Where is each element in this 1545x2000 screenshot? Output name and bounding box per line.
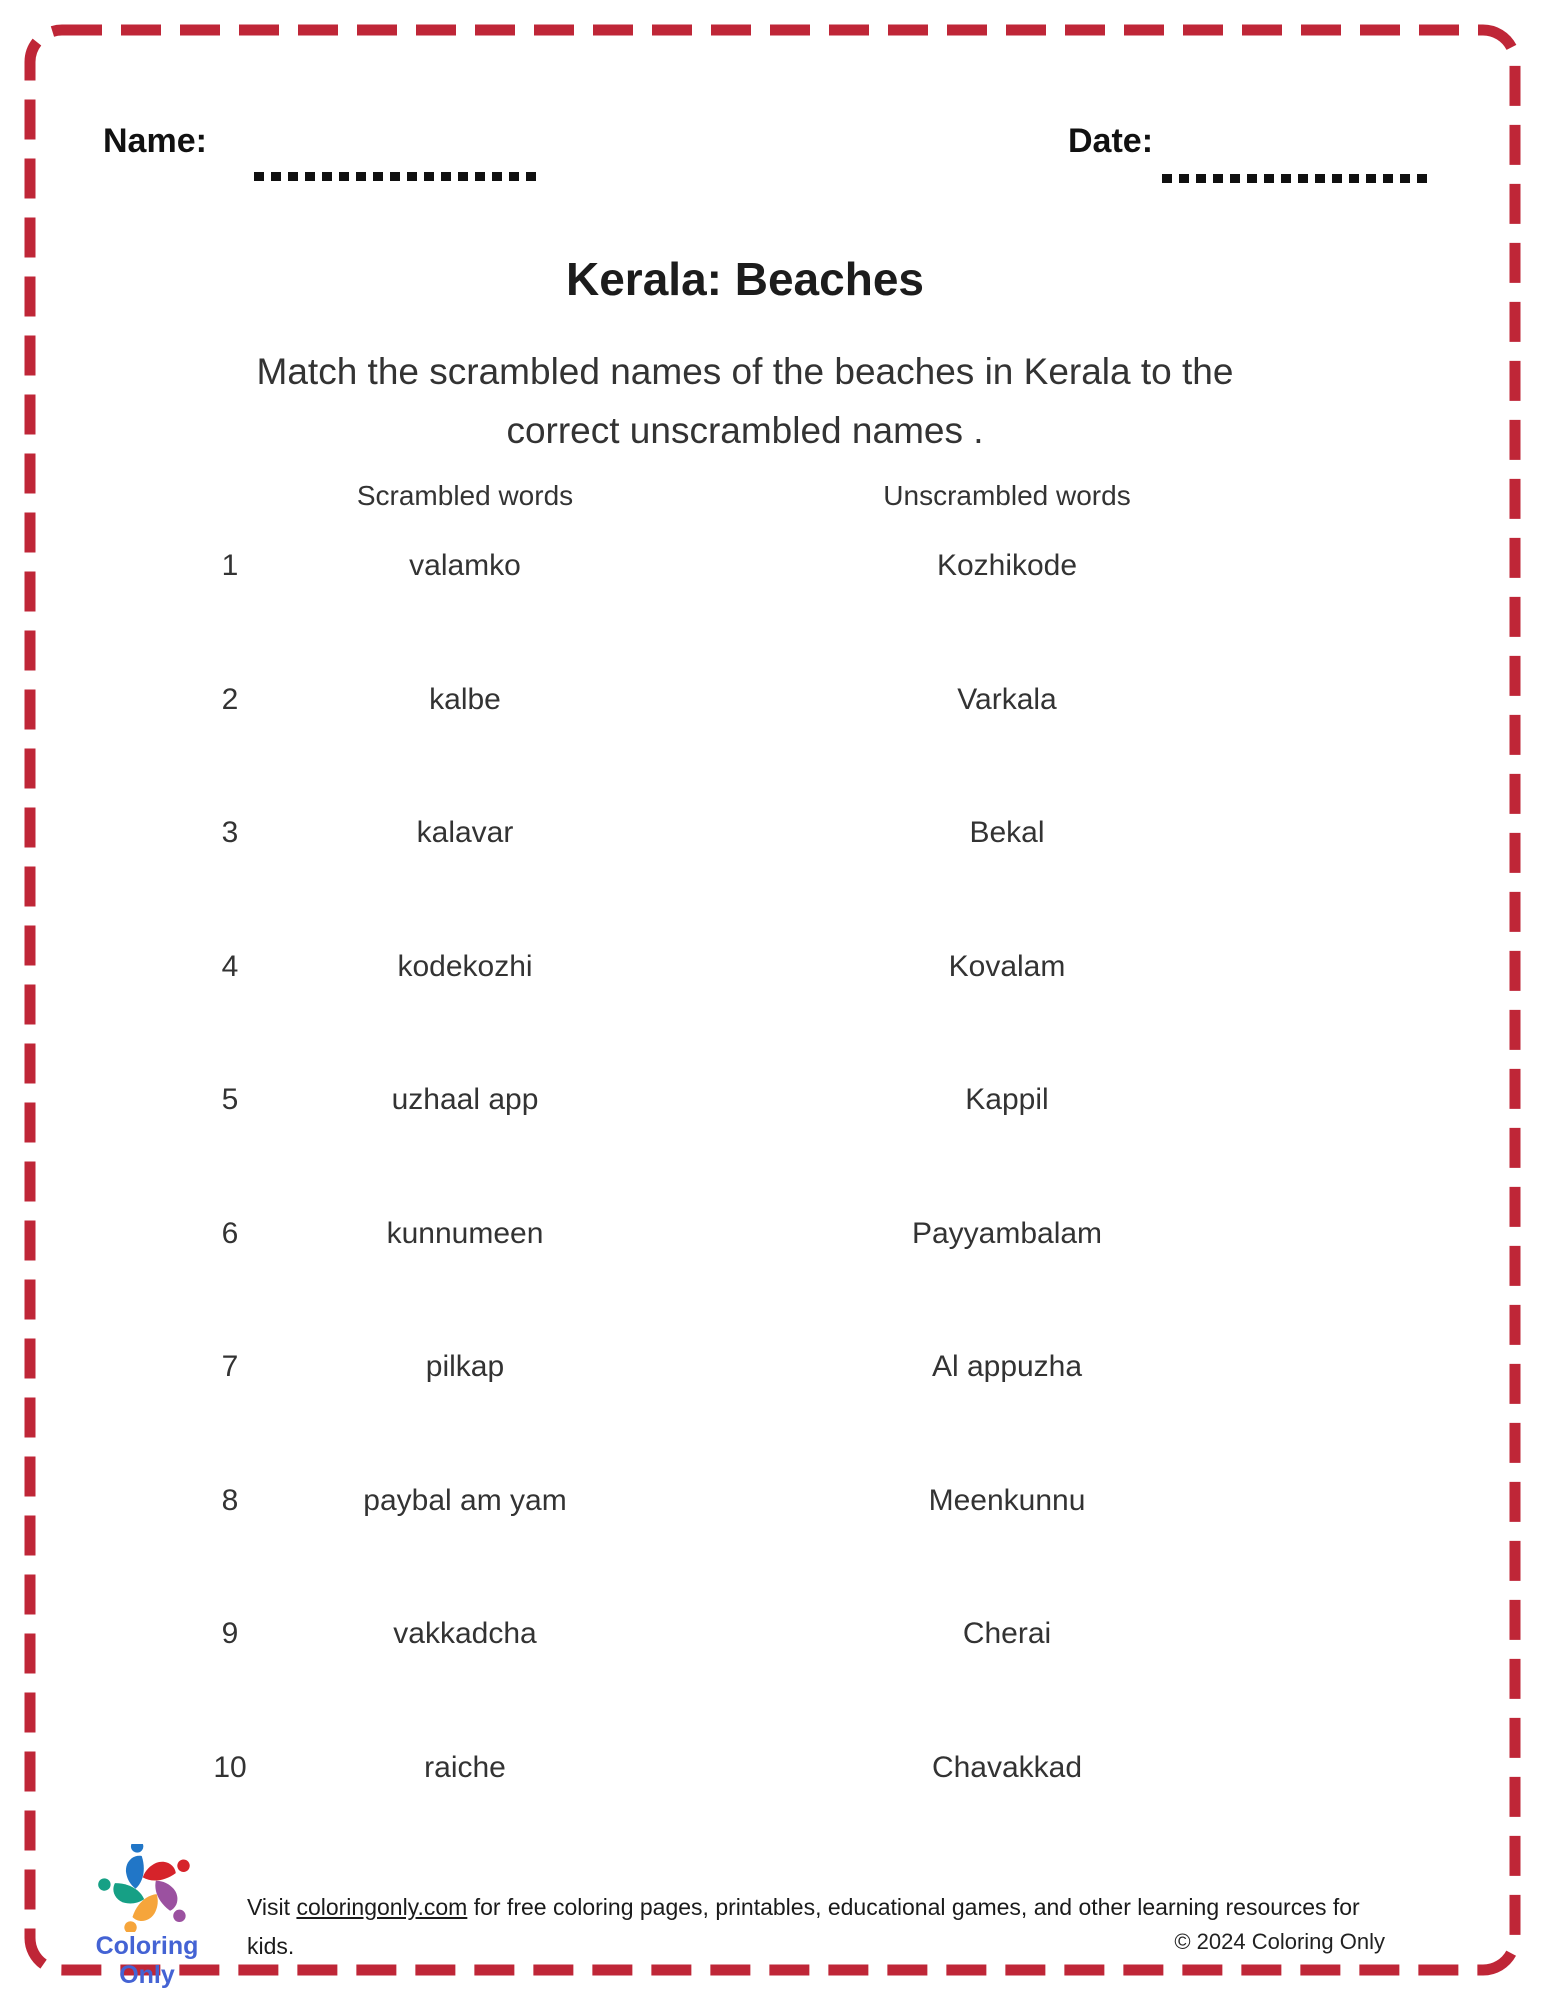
row-number: 7: [221, 1350, 239, 1383]
instructions-line-1: Match the scrambled names of the beaches in Kerala to the: [256, 351, 1234, 392]
scrambled-word: kalbe: [429, 682, 501, 716]
scrambled-word: pilkap: [425, 1350, 505, 1383]
table-row: [0, 947, 1545, 1081]
unscrambled-words-header: Unscrambled words: [883, 480, 1131, 511]
page-title: Kerala: Beaches: [566, 253, 924, 305]
row-number: 5: [221, 1083, 239, 1116]
footer-note-line-2: kids.: [247, 1933, 295, 1959]
scrambled-word: paybal am yam: [363, 1483, 567, 1517]
row-number: 3: [221, 816, 239, 849]
row-number: 10: [213, 1750, 247, 1784]
unscrambled-word: Kappil: [965, 1083, 1049, 1116]
logo-wordmark: Coloring Only: [95, 1932, 199, 1989]
unscrambled-word: Bekal: [969, 816, 1045, 849]
table-row: [0, 1614, 1545, 1748]
unscrambled-word: Al appuzha: [931, 1350, 1083, 1383]
row-number: 1: [221, 549, 239, 582]
table-row: [0, 1080, 1545, 1214]
footer-note-line-1: [247, 1888, 1360, 1927]
row-number: 6: [221, 1216, 239, 1250]
visit-rest: for free coloring pages, printables, educational games, and other learning resources for: [467, 1894, 1360, 1920]
table-row: [0, 1481, 1545, 1615]
unscrambled-word: Chavakkad: [931, 1750, 1083, 1784]
instructions: [60, 342, 1430, 460]
table-row: [0, 1748, 1545, 1882]
star-people-icon: [85, 1844, 209, 1932]
unscrambled-word: Cherai: [962, 1617, 1052, 1650]
row-number: 9: [221, 1617, 239, 1650]
date-label: Date:: [1068, 122, 1154, 160]
name-label: Name:: [103, 122, 207, 160]
row-number: 2: [221, 682, 239, 716]
coloring-only-logo: [72, 1844, 222, 1990]
scrambled-word: kodekozhi: [397, 949, 533, 983]
row-number: 4: [221, 949, 239, 983]
copyright-notice: © 2024 Coloring Only: [1174, 1929, 1385, 1954]
table-row: [0, 813, 1545, 947]
table-row: [0, 546, 1545, 680]
coloringonly-link[interactable]: coloringonly.com: [296, 1894, 468, 1920]
matching-rows: [0, 546, 1545, 1881]
unscrambled-word: Kozhikode: [936, 549, 1078, 582]
unscrambled-word: Payyambalam: [911, 1216, 1103, 1250]
column-headers: [0, 480, 1545, 512]
scrambled-word: vakkadcha: [393, 1617, 537, 1650]
date-fill-in-line: [1162, 174, 1434, 183]
scrambled-word: kalavar: [416, 816, 514, 849]
table-row: [0, 1214, 1545, 1348]
unscrambled-word: Varkala: [957, 682, 1057, 716]
unscrambled-word: Kovalam: [948, 949, 1066, 983]
table-row: [0, 680, 1545, 814]
instructions-line-2: correct unscrambled names .: [506, 410, 984, 451]
scrambled-word: valamko: [409, 549, 521, 582]
scrambled-words-header: Scrambled words: [356, 480, 574, 511]
scrambled-word: uzhaal app: [391, 1083, 539, 1116]
table-row: [0, 1347, 1545, 1481]
unscrambled-word: Meenkunnu: [928, 1483, 1086, 1517]
scrambled-word: raiche: [424, 1750, 506, 1784]
name-fill-in-line: [254, 172, 542, 181]
scrambled-word: kunnumeen: [386, 1216, 544, 1250]
visit-prefix: Visit: [247, 1894, 297, 1920]
row-number: 8: [221, 1483, 239, 1517]
